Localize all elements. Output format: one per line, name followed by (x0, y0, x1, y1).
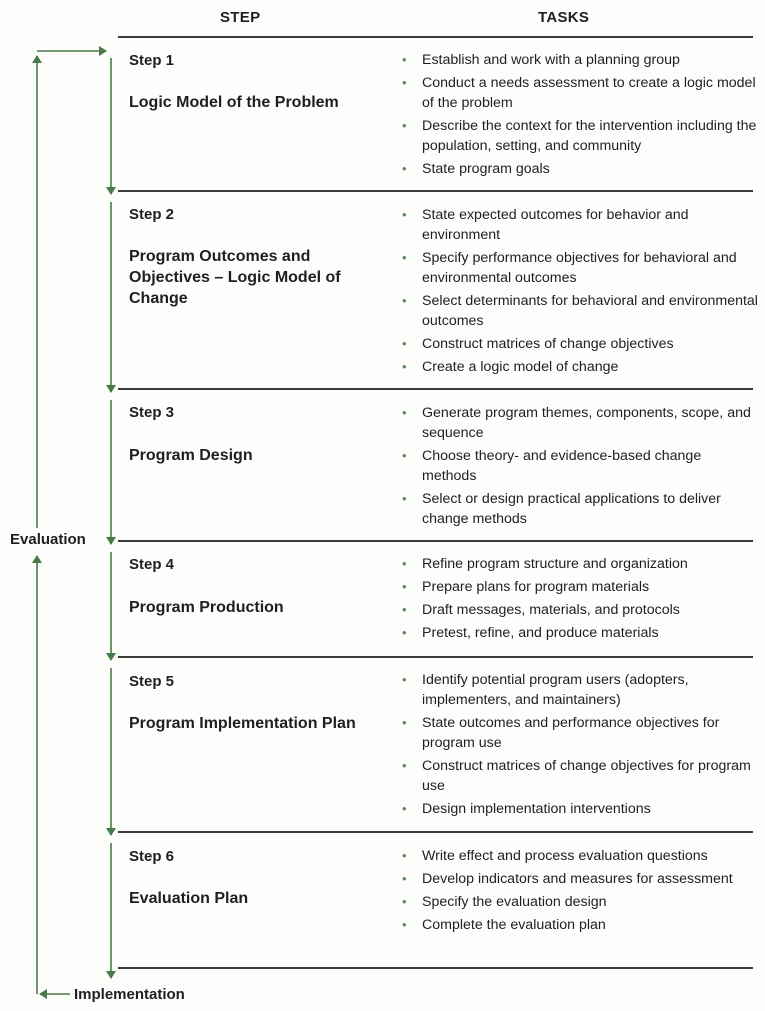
evaluation-label: Evaluation (10, 531, 86, 548)
task-item: • Create a logic model of change (402, 359, 619, 375)
task-item: • Identify potential program users (adopters, implementers, and maintainers) (402, 672, 689, 708)
bullet-icon: • (402, 75, 407, 90)
bullet-icon: • (402, 625, 407, 640)
task-item: • Draft messages, materials, and protocols (402, 602, 680, 618)
task-item: • Construct matrices of change objectives (402, 336, 674, 352)
task-item: • Construct matrices of change objectives for program use (402, 758, 751, 794)
bullet-icon: • (402, 336, 407, 351)
task-item: • Specify performance objectives for behavioral and environmental outcomes (402, 250, 737, 286)
bullet-icon: • (402, 848, 407, 863)
bullet-icon: • (402, 52, 407, 67)
bullet-icon: • (402, 758, 407, 773)
task-item: • Refine program structure and organization (402, 556, 688, 572)
step-column-header: STEP (220, 9, 261, 26)
bullet-icon: • (402, 556, 407, 571)
bullet-icon: • (402, 250, 407, 265)
task-item: • Select or design practical applications to deliver change methods (402, 491, 721, 527)
bullet-icon: • (402, 602, 407, 617)
task-item: • State program goals (402, 161, 550, 177)
task-item: • Develop indicators and measures for assessment (402, 871, 733, 887)
task-item: • Describe the context for the intervention including the population, setting, and community (402, 118, 757, 154)
task-item: • Prepare plans for program materials (402, 579, 650, 595)
bullet-icon: • (402, 894, 407, 909)
task-item: • Select determinants for behavioral and environmental outcomes (402, 293, 758, 329)
bullet-icon: • (402, 579, 407, 594)
tasks-column-header: TASKS (538, 9, 590, 26)
task-item: • Write effect and process evaluation questions (402, 848, 708, 864)
task-item: • Choose theory- and evidence-based change methods (402, 448, 702, 484)
bullet-icon: • (402, 118, 407, 133)
bullet-icon: • (402, 917, 407, 932)
task-item: • Complete the evaluation plan (402, 917, 606, 933)
step-4-title: Program Production (129, 599, 284, 616)
task-item: • Pretest, refine, and produce materials (402, 625, 659, 641)
step-2-title: Program Outcomes and Objectives – Logic Model of Change (129, 248, 341, 307)
step-4-number: Step 4 (129, 556, 175, 573)
step-3-number: Step 3 (129, 404, 175, 421)
implementation-label: Implementation (74, 986, 185, 1003)
bullet-icon: • (402, 405, 407, 420)
step-3-title: Program Design (129, 447, 253, 464)
task-item: • State expected outcomes for behavior and environment (402, 207, 689, 243)
bullet-icon: • (402, 359, 407, 374)
step-1-title: Logic Model of the Problem (129, 94, 339, 111)
bullet-icon: • (402, 715, 407, 730)
bullet-icon: • (402, 161, 407, 176)
step-6-number: Step 6 (129, 848, 175, 865)
step-5-number: Step 5 (129, 673, 175, 690)
task-item: • Specify the evaluation design (402, 894, 607, 910)
step-6-title: Evaluation Plan (129, 890, 249, 907)
bullet-icon: • (402, 491, 407, 506)
task-item: • Conduct a needs assessment to create a logic model of the problem (402, 75, 756, 111)
bullet-icon: • (402, 207, 407, 222)
step-5-title: Program Implementation Plan (129, 715, 356, 732)
bullet-icon: • (402, 448, 407, 463)
task-item: • Establish and work with a planning group (402, 52, 680, 68)
task-item: • Generate program themes, components, scope, and sequence (402, 405, 751, 441)
bullet-icon: • (402, 871, 407, 886)
bullet-icon: • (402, 801, 407, 816)
step-1-number: Step 1 (129, 52, 175, 69)
task-item: • State outcomes and performance objectives for program use (402, 715, 720, 751)
step-2-number: Step 2 (129, 206, 175, 223)
bullet-icon: • (402, 293, 407, 308)
task-item: • Design implementation interventions (402, 801, 651, 817)
bullet-icon: • (402, 672, 407, 687)
